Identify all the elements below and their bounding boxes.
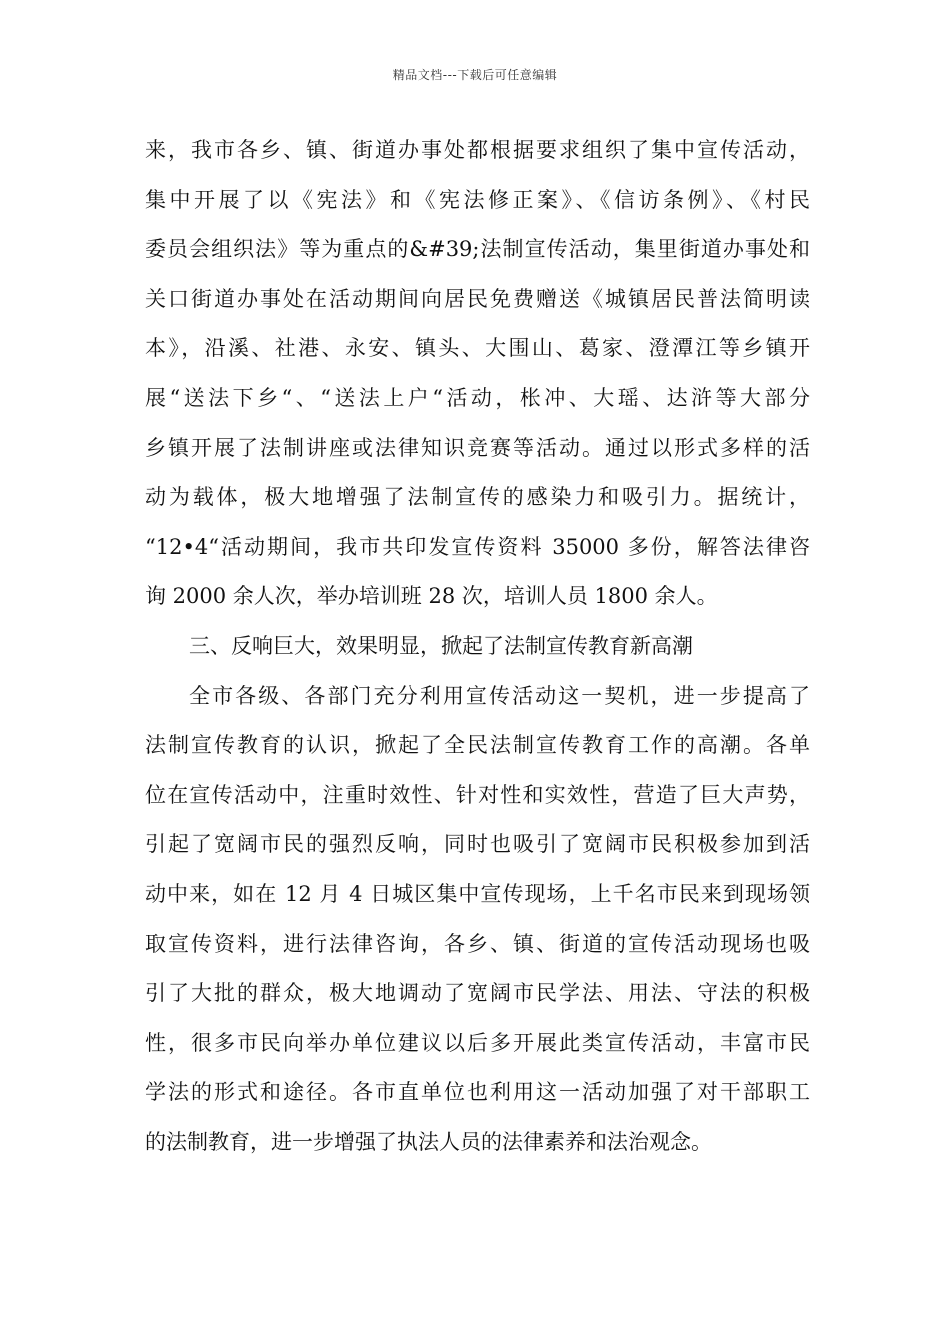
paragraph-line: 来，我市各乡、镇、街道办事处都根据要求组织了集中宣传活动，	[145, 138, 810, 162]
paragraph-line: 性，很多市民向举办单位建议以后多开展此类宣传活动，丰富市民	[145, 1030, 810, 1055]
paragraph-line: 关口街道办事处在活动期间向居民免费赠送《城镇居民普法简明读	[145, 286, 810, 311]
paragraph-line: 询 2000 余人次，举办培训班 28 次，培训人员 1800 余人。	[145, 584, 718, 609]
page-header: 精品文档---下载后可任意编辑	[392, 68, 558, 82]
paragraph-line: 展“送法下乡“、“送法上户“活动，枨冲、大瑶、达浒等大部分	[145, 385, 810, 410]
paragraph-line: 委员会组织法》等为重点的&#39;法制宣传活动，集里街道办事处和	[145, 237, 810, 262]
section-heading: 三、反响巨大，效果明显，掀起了法制宣传教育新高潮	[189, 633, 693, 658]
paragraph-line: 学法的形式和途径。各市直单位也利用这一活动加强了对干部职工	[145, 1080, 810, 1105]
paragraph-line: 引了大批的群众，极大地调动了宽阔市民学法、用法、守法的积极	[145, 981, 810, 1006]
paragraph-line: “12•4“活动期间，我市共印发宣传资料 35000 多份，解答法律咨	[145, 534, 810, 559]
paragraph-line: 乡镇开展了法制讲座或法律知识竞赛等活动。通过以形式多样的活	[145, 435, 810, 460]
document-body	[145, 126, 810, 1167]
paragraph-line: 取宣传资料，进行法律咨询，各乡、镇、街道的宣传活动现场也吸	[145, 931, 810, 956]
paragraph-line: 位在宣传活动中，注重时效性、针对性和实效性，营造了巨大声势，	[145, 782, 810, 807]
paragraph-line: 法制宣传教育的认识，掀起了全民法制宣传教育工作的高潮。各单	[145, 733, 810, 758]
paragraph-line: 的法制教育，进一步增强了执法人员的法律素养和法治观念。	[145, 1129, 712, 1154]
paragraph-line: 引起了宽阔市民的强烈反响，同时也吸引了宽阔市民积极参加到活	[145, 832, 810, 857]
paragraph-line: 动中来，如在 12 月 4 日城区集中宣传现场，上千名市民来到现场领	[145, 881, 810, 906]
paragraph-line: 全市各级、各部门充分利用宣传活动这一契机，进一步提高了	[189, 683, 810, 708]
paragraph-line: 本》，沿溪、社港、永安、镇头、大围山、葛家、澄潭江等乡镇开	[145, 336, 810, 361]
paragraph-line: 动为载体，极大地增强了法制宣传的感染力和吸引力。据统计，	[145, 485, 810, 510]
paragraph-line: 集中开展了以《宪法》和《宪法修正案》、《信访条例》、《村民	[145, 187, 810, 212]
